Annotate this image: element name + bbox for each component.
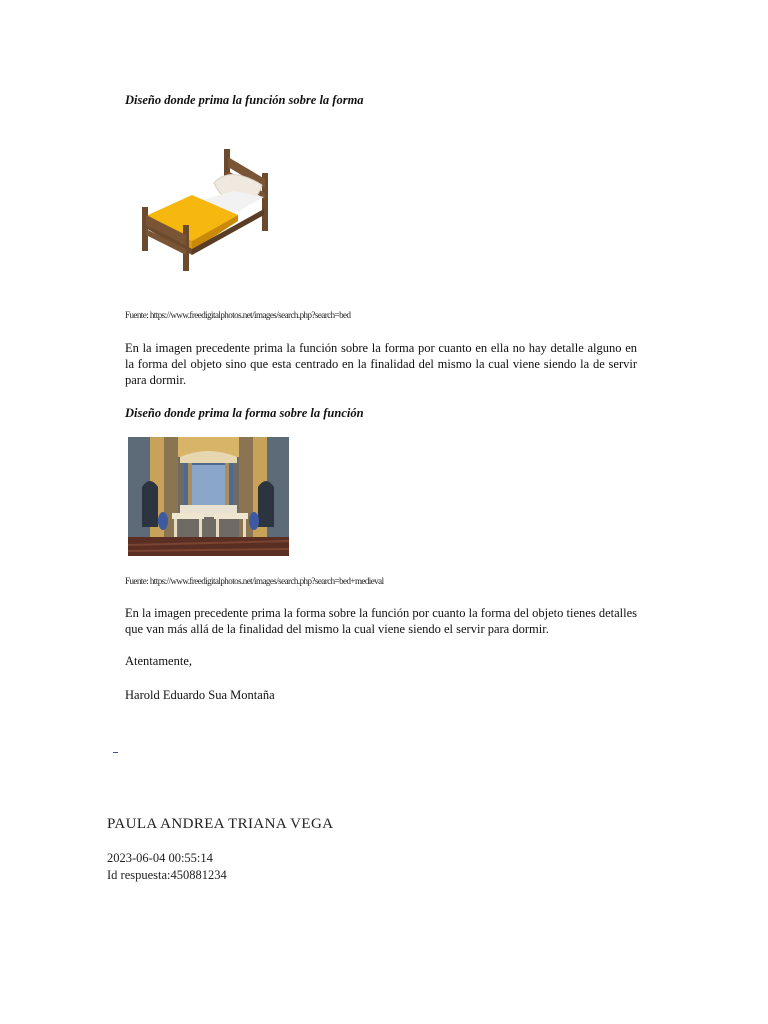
submission-datetime: 2023-06-04 00:55:14 (107, 851, 213, 865)
link-underline[interactable] (113, 752, 118, 753)
submission-response-id: Id respuesta:450881234 (107, 868, 227, 882)
bed-clipart-image (138, 145, 274, 273)
ornate-bedroom-photo (128, 437, 289, 556)
submission-author: PAULA ANDREA TRIANA VEGA (107, 816, 334, 832)
section1-source: Fuente: https://www.freedigitalphotos.net/images/search.php?search=bed (125, 310, 351, 320)
section1-heading: Diseño donde prima la función sobre la forma (125, 93, 364, 107)
signature-name: Harold Eduardo Sua Montaña (125, 688, 275, 702)
section2-paragraph: En la imagen precedente prima la forma sobre la función por cuanto la forma del objeto tienes detalles que van más allá de la finalidad del mismo la cual viene siendo el servir para dormir. (125, 606, 637, 636)
closing-text: Atentamente, (125, 654, 192, 668)
section2-heading: Diseño donde prima la forma sobre la función (125, 406, 364, 420)
section1-paragraph: En la imagen precedente prima la función sobre la forma por cuanto en ella no hay detalle alguno en la forma del objeto sino que esta centrado en la finalidad del mismo la cual viene siendo la de servir para dormir. (125, 341, 637, 387)
section2-source: Fuente: https://www.freedigitalphotos.net/images/search.php?search=bed+medieval (125, 576, 384, 586)
